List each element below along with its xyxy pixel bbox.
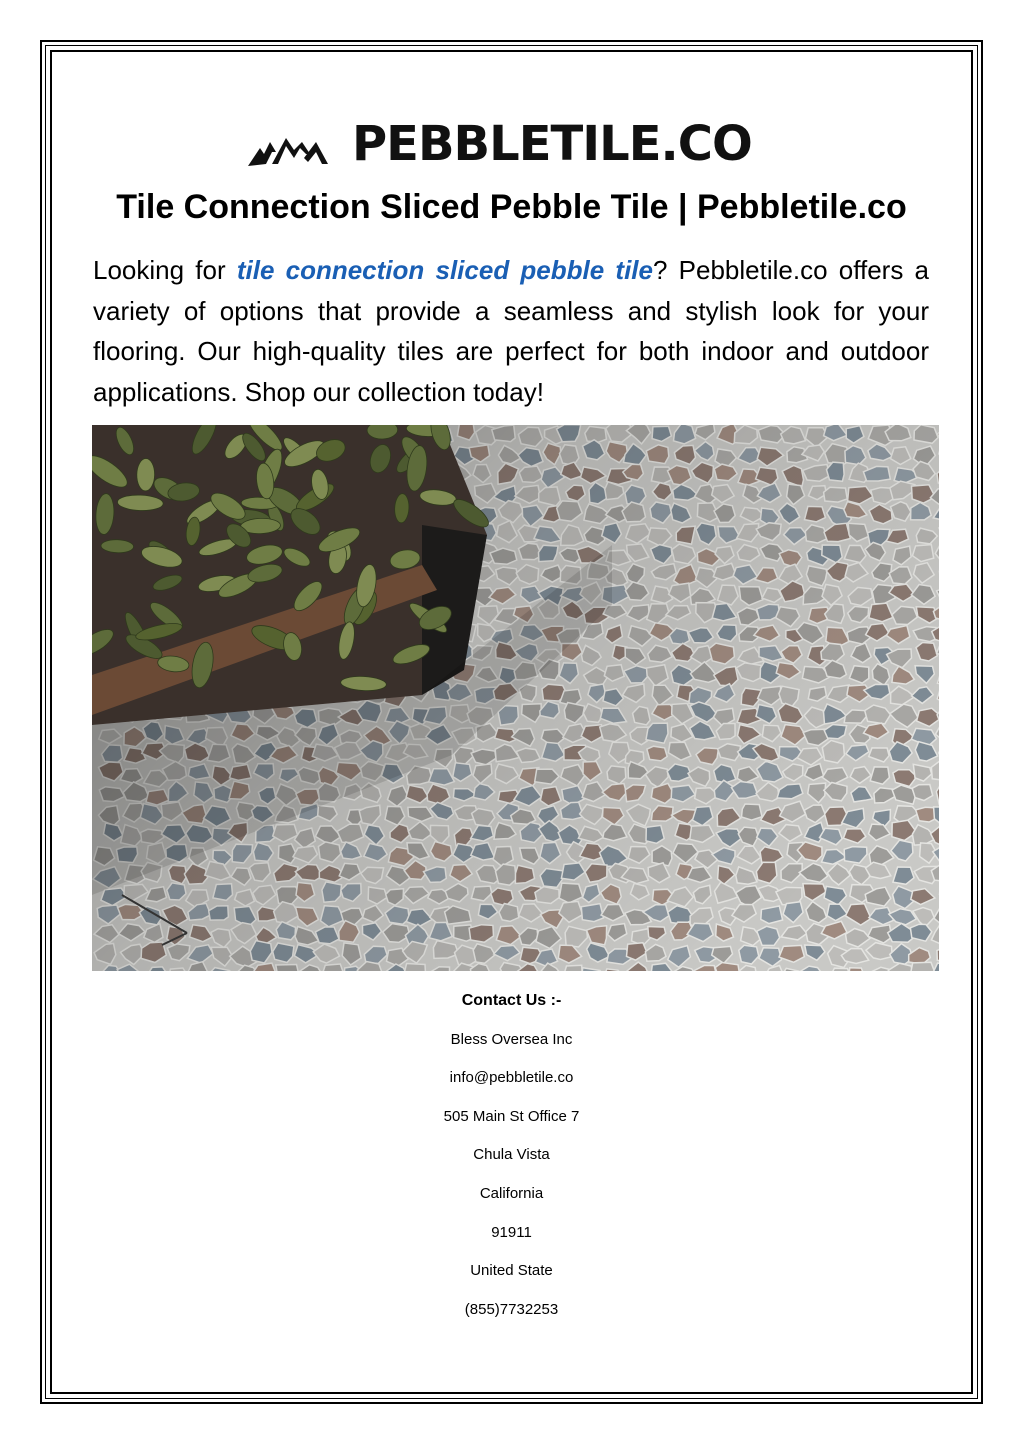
contact-email[interactable]: info@pebbletile.co [449,1069,574,1087]
brand-logo [246,118,786,170]
contact-company: Bless Oversea Inc [450,1030,573,1048]
contact-address: 505 Main St Office 7 [443,1107,580,1125]
contact-heading: Contact Us :- [461,992,562,1009]
contact-country: United State [470,1262,553,1280]
page-title: Tile Connection Sliced Pebble Tile | Pebbletile.co [116,188,907,226]
contact-zip: 91911 [491,1223,532,1241]
contact-state: California [479,1184,544,1202]
brand-wordmark: PEBBLETILE.CO [352,116,752,172]
intro-text-before: Looking for [93,255,237,285]
intro-paragraph [93,250,929,412]
product-keyword-link[interactable]: tile connection sliced pebble tile [236,255,653,285]
contact-block [60,988,963,1335]
mountain-logo-icon [246,128,330,168]
sliced-pebble-tile-floor-photo [92,425,939,971]
contact-city: Chula Vista [473,1146,550,1164]
intro-text-after: ? Pebbletile.co offers a variety of options that provide a seamless and stylish look for your flooring. Our high-quality tiles are perfect for both indoor and outdoor applications. Shop our collection today! [93,255,929,407]
contact-phone[interactable]: (855)7732253 [464,1300,559,1318]
